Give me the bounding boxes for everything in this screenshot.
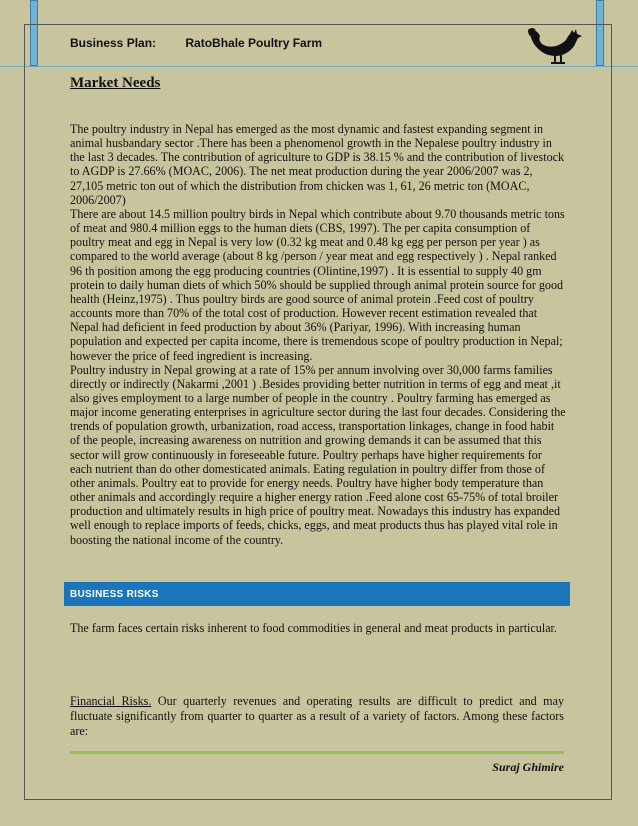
financial-risks-label: Financial Risks. [70,694,152,708]
header-label: Business Plan: [70,36,157,50]
rooster-icon [526,26,586,66]
financial-risks-text: Our quarterly revenues and operating results are difficult to predict and may fluctuate significantly from quarter to quarter as a result of a variety of factors. Among these factors are: [70,694,564,738]
footer-author: Suraj Ghimire [492,760,564,774]
header-company: RatoBhale Poultry Farm [185,36,323,50]
footer-rule [70,751,564,754]
paragraph: The poultry industry in Nepal has emerged as the most dynamic and fastest expanding segment in animal husbandary sector .There has been a phenomenol growth in the Nepalese poultry industry in the last 3 decades. The contribution of agriculture to GDP is 38.15 % and the contribution of livestock to AGDP is 27.66% (MOAC, 2006). The net meat production during the year 2006/2007 was 2, 27,105 metric ton out of which the distribution from chicken was 1, 61, 26 metric ton (MOAC, 2006/2007) [70,122,565,207]
market-needs-body [70,122,566,547]
paragraph: There are about 14.5 million poultry birds in Nepal which contribute about 9.70 thousands metric tons of meat and 980.4 million eggs to the human diets (CBS, 1997). The per capita consumption of poultry meat and egg in Nepal is very low (0.32 kg meat and 0.48 kg egg per person per year ) as compared to the world average (about 8 kg /person / year meat and egg respectively ) . Nepal ranked 96 th position among the egg producing countries (Olintine,1997) . It is essential to supply 40 gm protein to daily human diets of which 50% should be supplied through animal protein source for good health (Heinz,1975) . Thus poultry birds are good source of animal protein .Feed cost of poultry accounts more than 70% of the total cost of production. However recent estimation revealed that Nepal had deficient in feed production by about 36% (Pariyar, 1996). With increasing human population and expected per capita income, there is tremendous scope of poultry production in Nepal; however the price of feed ingredient is increasing. [70,206,565,363]
financial-risks-paragraph [70,694,564,739]
running-header [70,36,322,50]
paragraph: Poultry industry in Nepal growing at a rate of 15% per annum involving over 30,000 farms families directly or indirectly (Nakarmi ,2001 ) .Besides providing better nutrition in terms of egg and meat ,it also gives employment to a large number of people in the country . Poultry farming has emerged as major income generating enterprises in agriculture sector during the last four decades. Considering the trends of population growth, urbanization, road access, transportation linkages, change in food habit of the people, increasing awareness on nutrition and growing demands it can be assumed that this sector will grow continuously in foreseeable future. Poultry perhaps have higher requirements for each nutrient than do other domesticated animals. Eating regulation in poultry differ from those of other animals. Poultry eat to provide for energy needs. Poultry have higher body temperature than other animals and accordingly require a higher energy ration .Feed alone cost 65-75% of total broiler production and ultimately results in high price of poultry meat. Nowadays this industry has expanded well enough to replace imports of feeds, chicks, eggs, and meat products thus has played vital role in boosting the national income of the country. [70,362,566,547]
risks-intro: The farm faces certain risks inherent to food commodities in general and meat products in particular. [70,621,557,635]
business-risks-heading: BUSINESS RISKS [64,582,570,606]
section-title: Market Needs [70,75,161,91]
